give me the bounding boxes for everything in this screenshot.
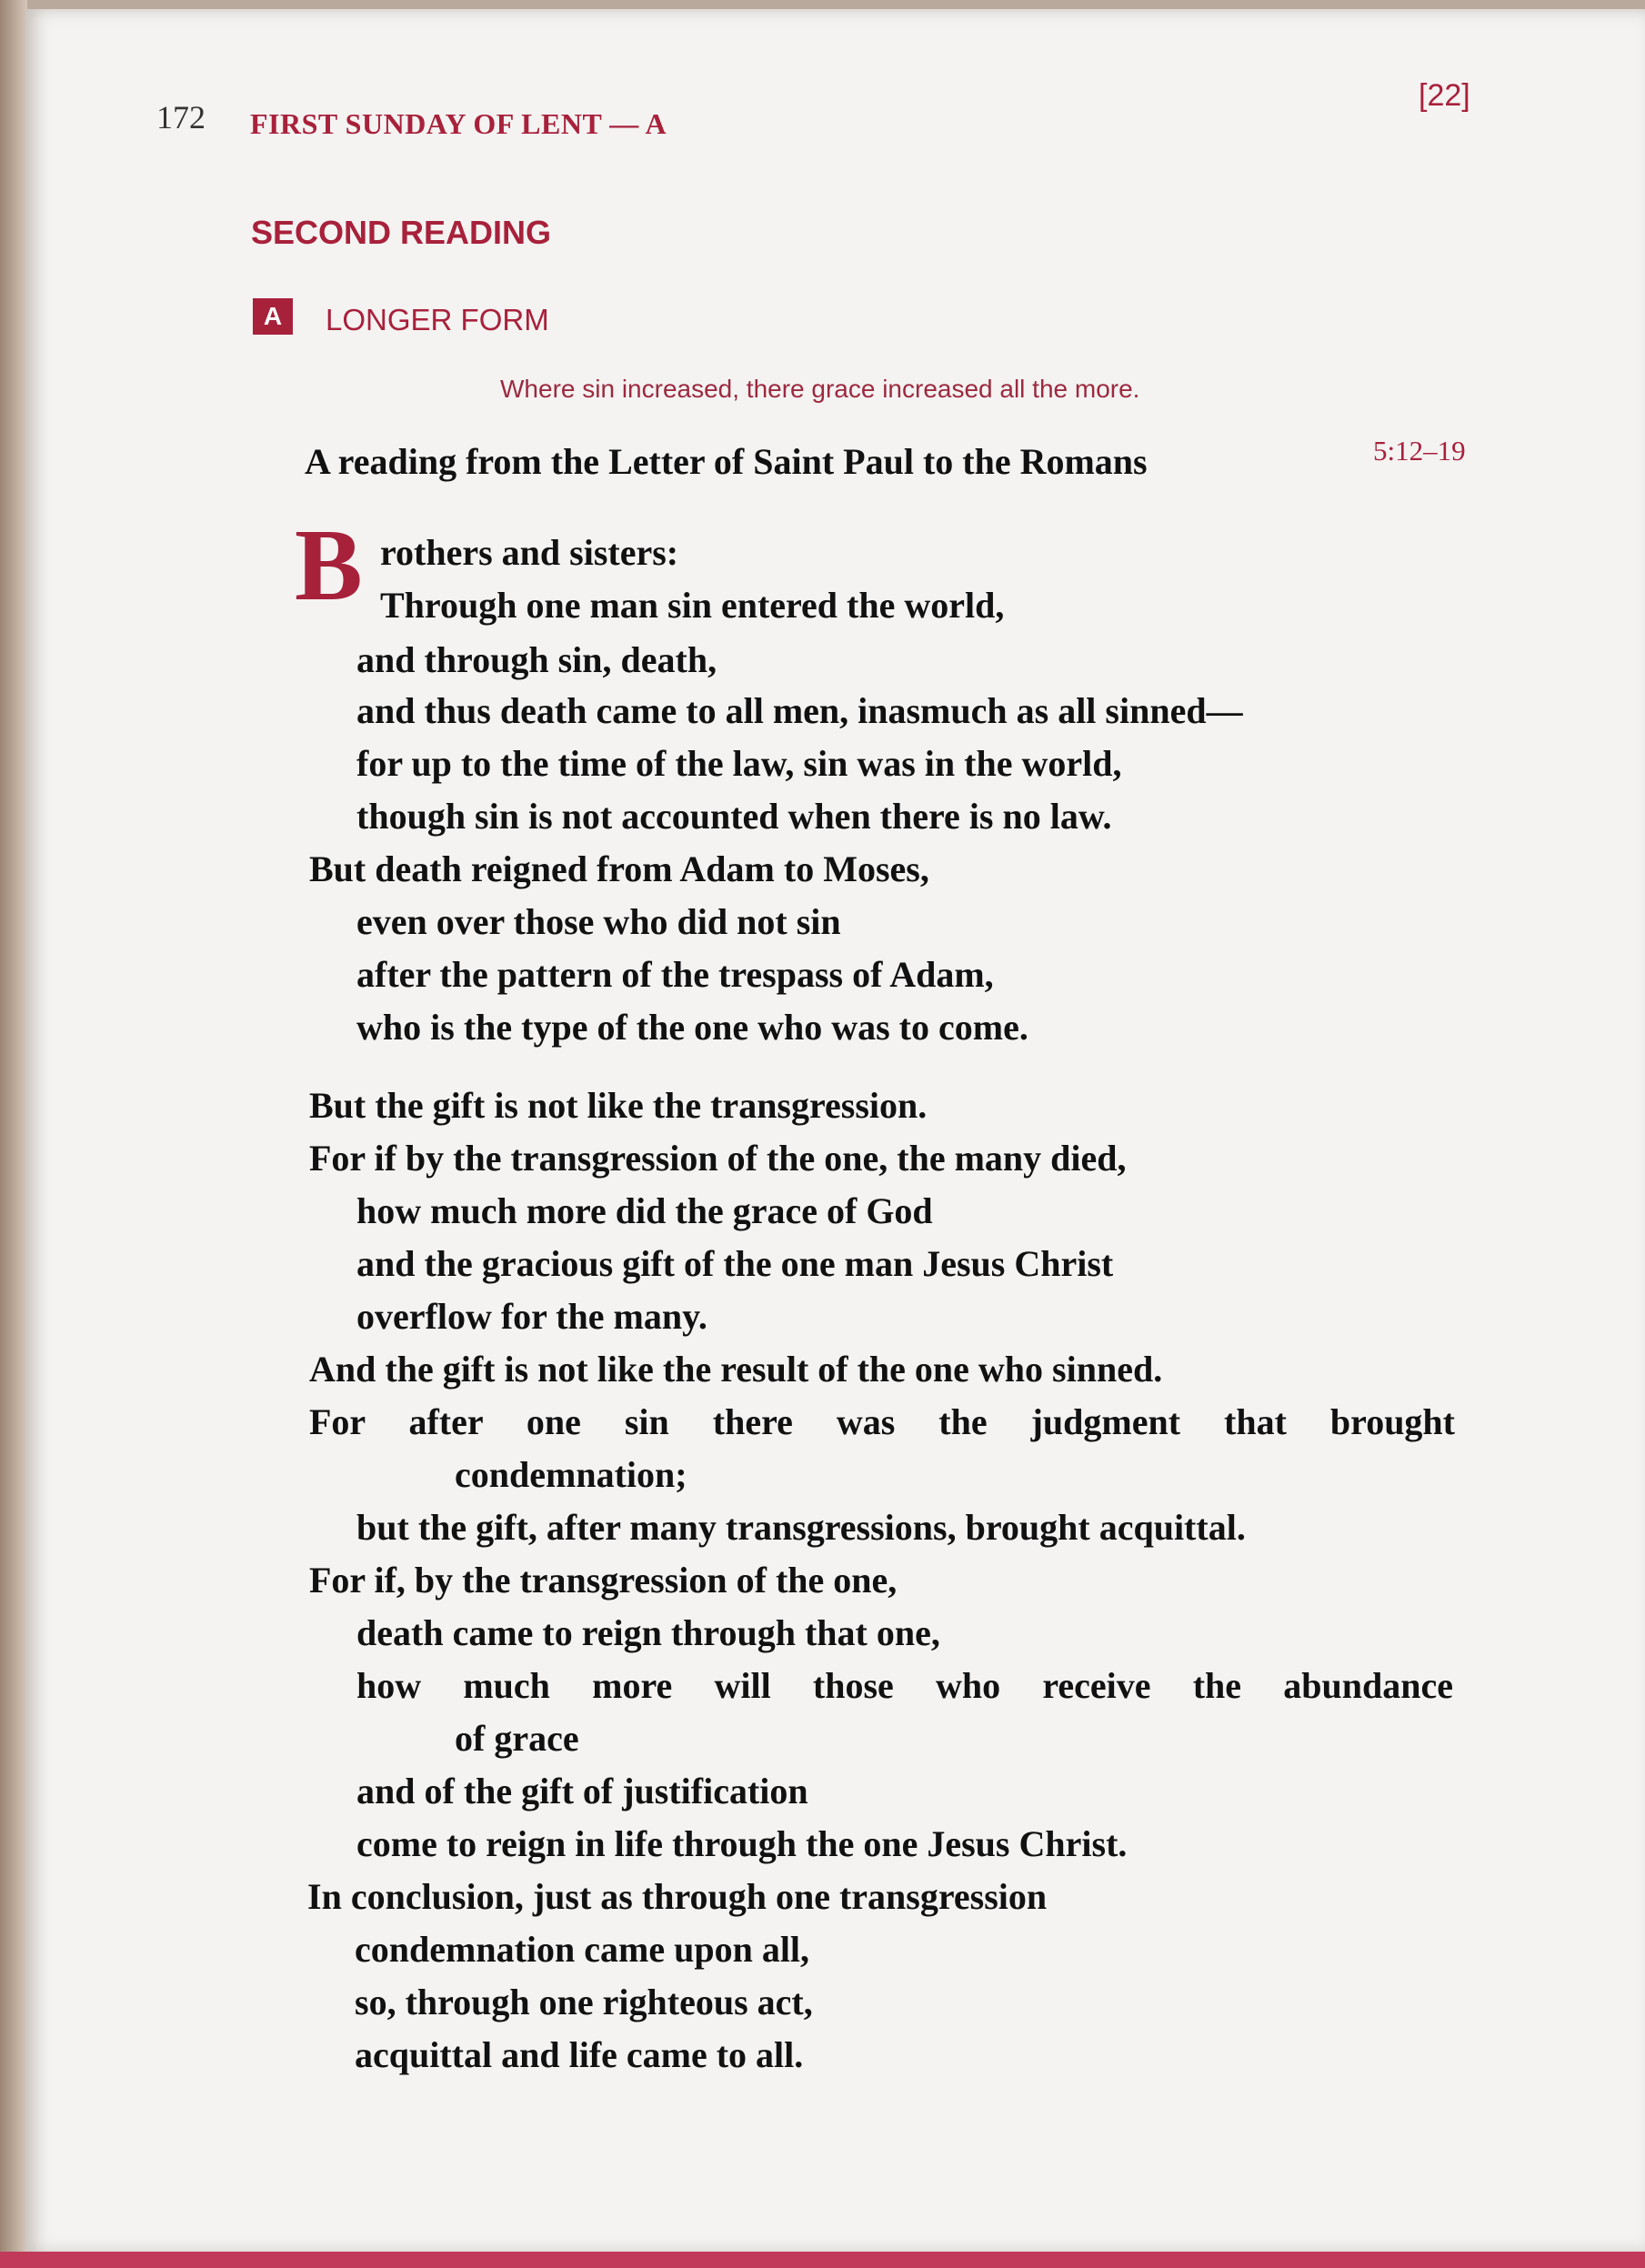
reading-line: even over those who did not sin [356,901,841,942]
page-number: 172 [156,99,206,135]
reading-line: how much more will those who receive the abundance [356,1665,1453,1706]
reading-line: For after one sin there was the judgment that brought [309,1401,1455,1442]
reading-line: But the gift is not like the transgression. [309,1085,928,1126]
reading-line: For if by the transgression of the one, the many died, [309,1138,1127,1179]
reading-line: for up to the time of the law, sin was in the world, [356,743,1122,784]
reading-line: overflow for the many. [356,1296,707,1337]
page-reference: [22] [1419,78,1470,113]
reading-intro: A reading from the Letter of Saint Paul to the Romans [305,441,1148,482]
reading-line: But death reigned from Adam to Moses, [309,848,929,889]
reading-line: after the pattern of the trespass of Adam, [356,954,994,995]
reading-line: and of the gift of justification [356,1771,808,1811]
reading-line: And the gift is not like the result of the one who sinned. [309,1349,1163,1390]
reading-line: For if, by the transgression of the one, [309,1560,898,1601]
reading-line: and through sin, death, [356,639,717,680]
reading-line: Through one man sin entered the world, [380,585,1005,626]
form-label: LONGER FORM [326,303,549,336]
reading-summary: Where sin increased, there grace increased all the more. [500,375,1140,403]
reading-line: In conclusion, just as through one transgression [307,1876,1048,1917]
reading-line: condemnation came upon all, [355,1929,810,1970]
reading-line: and thus death came to all men, inasmuch as all sinned— [356,690,1243,731]
reading-line: but the gift, after many transgressions, brought acquittal. [356,1507,1246,1548]
reading-line: death came to reign through that one, [356,1612,940,1653]
reading-line: though sin is not accounted when there is no law. [356,796,1112,837]
form-badge: A [253,298,293,335]
reading-line: who is the type of the one who was to come. [356,1007,1028,1048]
reading-line: condemnation; [455,1454,687,1495]
scripture-citation: 5:12–19 [1373,435,1466,467]
running-head: FIRST SUNDAY OF LENT — A [250,107,667,140]
reading-line: so, through one righteous act, [355,1982,813,2022]
reading-line: and the gracious gift of the one man Jesus Christ [356,1243,1114,1284]
drop-cap: B [295,509,363,622]
reading-line: acquittal and life came to all. [355,2034,804,2075]
reading-line: how much more did the grace of God [356,1190,933,1231]
section-title: SECOND READING [251,214,552,251]
reading-line: rothers and sisters: [380,532,679,573]
page-edge [0,0,27,2268]
reading-line: of grace [455,1718,579,1759]
reading-line: come to reign in life through the one Jesus Christ. [356,1823,1128,1864]
book-binding [0,2252,1645,2268]
